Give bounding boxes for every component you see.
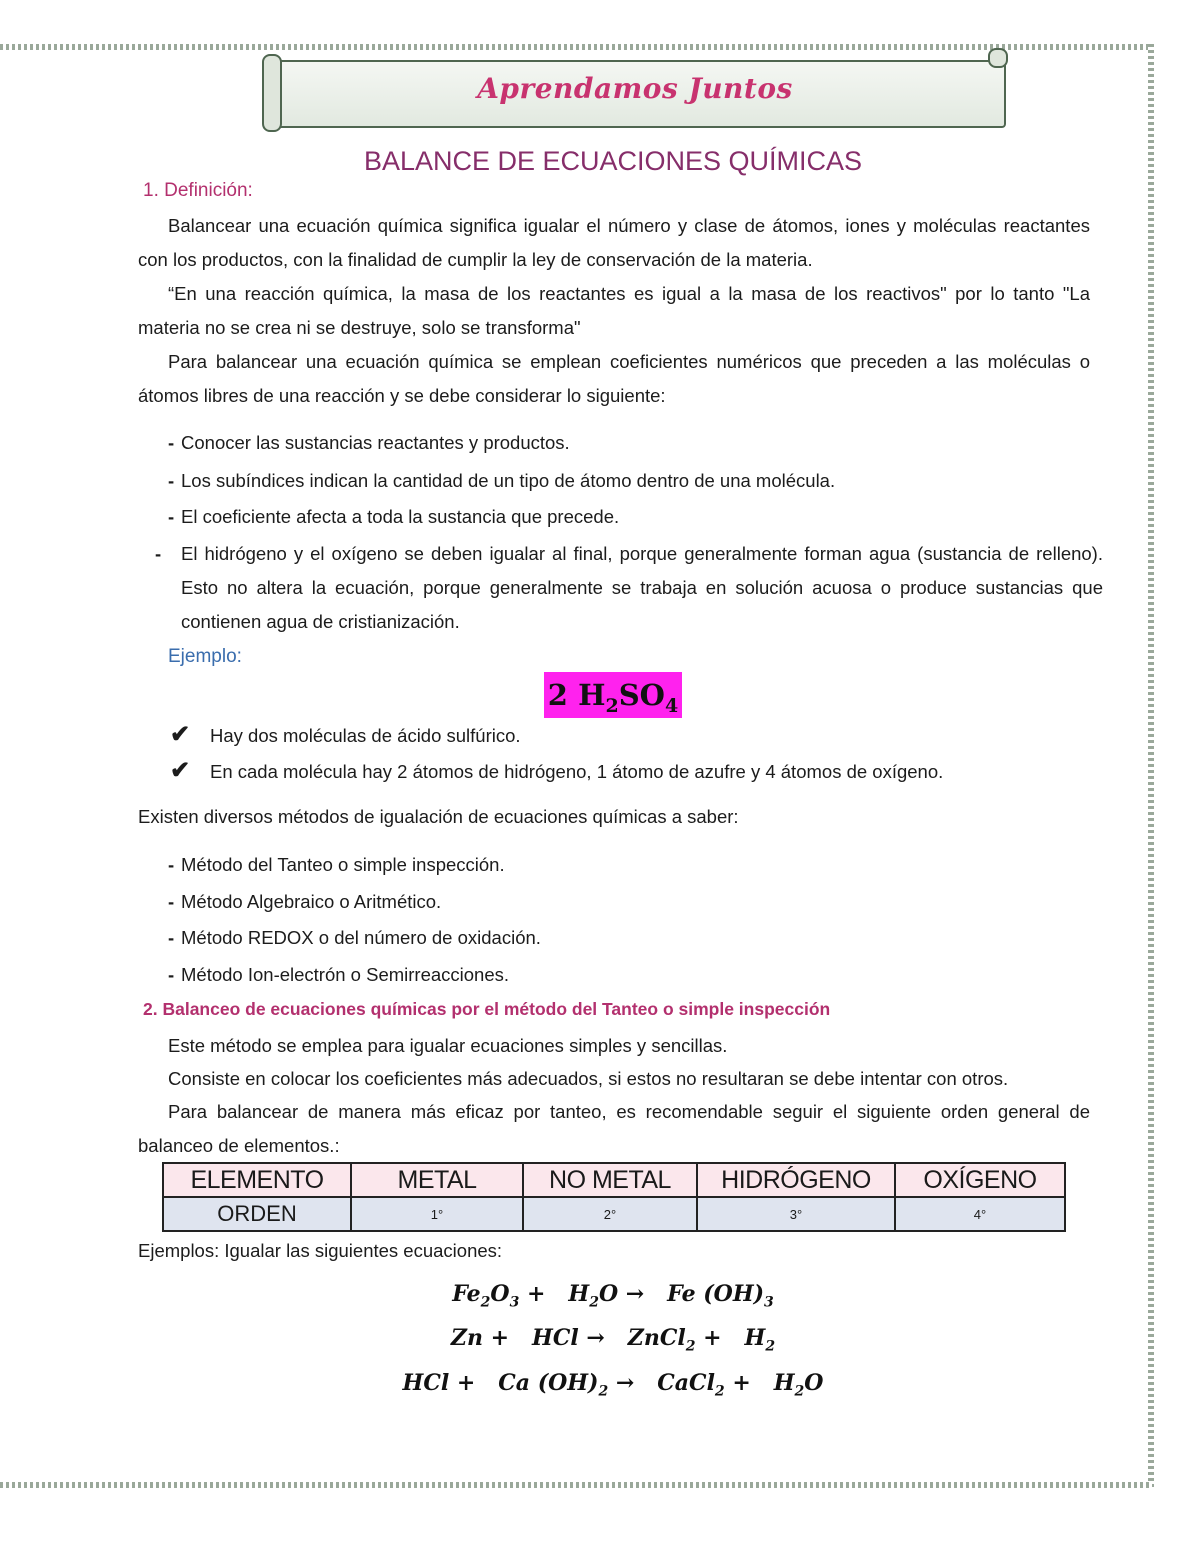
table-header-cell: OXÍGENO xyxy=(895,1163,1065,1197)
paragraph-ley-conservacion xyxy=(138,277,1090,345)
eq-subscript: 2 xyxy=(794,1383,805,1400)
paragraph-text: Para balancear una ecuación química se emplean coeficientes numéricos que preceden a las moléculas o átomos libres de una reacción y se debe considerar lo siguiente: xyxy=(138,351,1090,406)
list-item: - Método REDOX o del número de oxidación. xyxy=(168,927,541,948)
list-item: - Método Algebraico o Aritmético. xyxy=(168,891,442,912)
equation-2 xyxy=(0,1325,1200,1354)
orden-table xyxy=(162,1162,1066,1232)
list-item-text: Método Ion-electrón o Semirreacciones. xyxy=(181,964,510,985)
eq-part: O → Fe (OH) xyxy=(598,1281,765,1307)
checkmark-icon: ✔ xyxy=(170,757,191,784)
formula-part: SO xyxy=(618,678,665,712)
eq-part: + H xyxy=(526,1281,590,1307)
eq-part: O xyxy=(490,1281,510,1307)
paragraph-text: Este método se emplea para igualar ecuaciones simples y sencillas. xyxy=(168,1035,728,1056)
eq-subscript: 2 xyxy=(765,1338,776,1355)
list-item: - Método del Tanteo o simple inspección. xyxy=(168,854,505,875)
formula-subscript: 4 xyxy=(664,694,679,717)
table-cell: 3° xyxy=(697,1197,895,1231)
table-cell: 1° xyxy=(351,1197,523,1231)
table-cell: 4° xyxy=(895,1197,1065,1231)
eq-subscript: 3 xyxy=(764,1294,774,1311)
eq-subscript: 2 xyxy=(685,1338,696,1355)
section-heading-definicion: 1. Definición: xyxy=(143,180,253,201)
paragraph-tanteo-2 xyxy=(138,1062,1090,1096)
table-row xyxy=(163,1197,1065,1231)
table-header-cell: METAL xyxy=(351,1163,523,1197)
table-cell: 2° xyxy=(523,1197,697,1231)
paragraph-definicion xyxy=(138,209,1090,277)
eq-subscript: 2 xyxy=(598,1383,609,1400)
paragraph-text: Consiste en colocar los coeficientes más adecuados, si estos no resultaran se debe intentar con otros. xyxy=(168,1068,1009,1089)
eq-part: O xyxy=(804,1370,824,1396)
check-item-text: En cada molécula hay 2 átomos de hidrógeno, 1 átomo de azufre y 4 átomos de oxígeno. xyxy=(210,761,944,782)
paragraph-tanteo-1 xyxy=(138,1029,1090,1063)
list-item: - El coeficiente afecta a toda la sustancia que precede. xyxy=(168,506,620,527)
examples-intro: Ejemplos: Igualar las siguientes ecuaciones: xyxy=(138,1240,503,1261)
list-item: - Método Ion-electrón o Semirreacciones. xyxy=(168,964,510,985)
example-label: Ejemplo: xyxy=(168,646,242,667)
eq-subscript: 2 xyxy=(714,1383,725,1400)
list-item-text: El hidrógeno y el oxígeno se deben igualar al final, porque generalmente forman agua (sustancia de relleno). Esto no altera la ecuación, porque generalmente se trabaja en solución acuosa o produce sustancias que contienen agua de cristianización. xyxy=(181,543,1103,632)
eq-subscript: 3 xyxy=(509,1294,520,1311)
eq-subscript: 2 xyxy=(589,1294,599,1311)
list-item: - Conocer las sustancias reactantes y productos. xyxy=(168,432,570,453)
list-item-text: El coeficiente afecta a toda la sustancia que precede. xyxy=(181,506,620,527)
paragraph-coeficientes xyxy=(138,345,1090,413)
list-item: - El hidrógeno y el oxígeno se deben igualar al final, porque generalmente forman agua (sustancia de relleno). Esto no altera la ecuación, porque generalmente se trabaja en solución acuosa o produce sustancias que contienen agua de cristianización. xyxy=(155,543,1103,632)
check-item xyxy=(170,720,521,749)
table-cell: ORDEN xyxy=(163,1197,351,1231)
methods-intro: Existen diversos métodos de igualación de ecuaciones químicas a saber: xyxy=(138,806,739,827)
banner-scroll xyxy=(262,52,1008,130)
equation-1 xyxy=(0,1281,1200,1310)
page-title: BALANCE DE ECUACIONES QUÍMICAS xyxy=(363,146,863,176)
paragraph-text: “En una reacción química, la masa de los reactantes es igual a la masa de los reactivos" por lo tanto "La materia no se crea ni se destruye, solo se transforma" xyxy=(138,283,1090,338)
section-heading-tanteo: 2. Balanceo de ecuaciones químicas por el método del Tanteo o simple inspección xyxy=(143,999,831,1019)
formula-part: H xyxy=(578,678,606,712)
eq-subscript: 2 xyxy=(480,1294,491,1311)
check-item xyxy=(170,756,943,785)
eq-part: Zn + HCl → ZnCl xyxy=(450,1325,686,1351)
table-header-cell: NO METAL xyxy=(523,1163,697,1197)
eq-part: + H xyxy=(724,1370,795,1396)
list-item-text: Método Algebraico o Aritmético. xyxy=(181,891,442,912)
eq-part: HCl + Ca (OH) xyxy=(402,1370,599,1396)
list-item-text: Método REDOX o del número de oxidación. xyxy=(181,927,541,948)
paragraph-tanteo-3 xyxy=(138,1095,1090,1163)
list-item-text: Los subíndices indican la cantidad de un tipo de átomo dentro de una molécula. xyxy=(181,470,836,491)
list-item-text: Método del Tanteo o simple inspección. xyxy=(181,854,505,875)
eq-part: Fe xyxy=(452,1281,481,1307)
formula-highlight xyxy=(544,672,682,718)
paragraph-text: Balancear una ecuación química significa igualar el número y clase de átomos, iones y moléculas reactantes con los productos, con la finalidad de cumplir la ley de conservación de la materia. xyxy=(138,215,1090,270)
equation-3 xyxy=(0,1370,1200,1399)
page-border-top xyxy=(0,44,1152,50)
check-item-text: Hay dos moléculas de ácido sulfúrico. xyxy=(210,725,521,746)
banner-title: Aprendamos Juntos xyxy=(477,72,793,105)
table-header-cell: HIDRÓGENO xyxy=(697,1163,895,1197)
table-header-cell: ELEMENTO xyxy=(163,1163,351,1197)
eq-part: → CaCl xyxy=(608,1370,715,1396)
list-item: - Los subíndices indican la cantidad de un tipo de átomo dentro de una molécula. xyxy=(168,470,836,491)
scroll-right-roll xyxy=(988,48,1008,68)
checkmark-icon: ✔ xyxy=(170,721,191,748)
table-header-row xyxy=(163,1163,1065,1197)
page-border-bottom xyxy=(0,1482,1152,1488)
paragraph-text: Para balancear de manera más eficaz por tanteo, es recomendable seguir el siguiente orden general de balanceo de elementos.: xyxy=(138,1101,1090,1156)
eq-part: + H xyxy=(695,1325,766,1351)
formula-coefficient: 2 xyxy=(547,678,568,712)
page-border-right xyxy=(1148,44,1154,1488)
formula-subscript: 2 xyxy=(605,694,619,717)
list-item-text: Conocer las sustancias reactantes y productos. xyxy=(181,432,570,453)
